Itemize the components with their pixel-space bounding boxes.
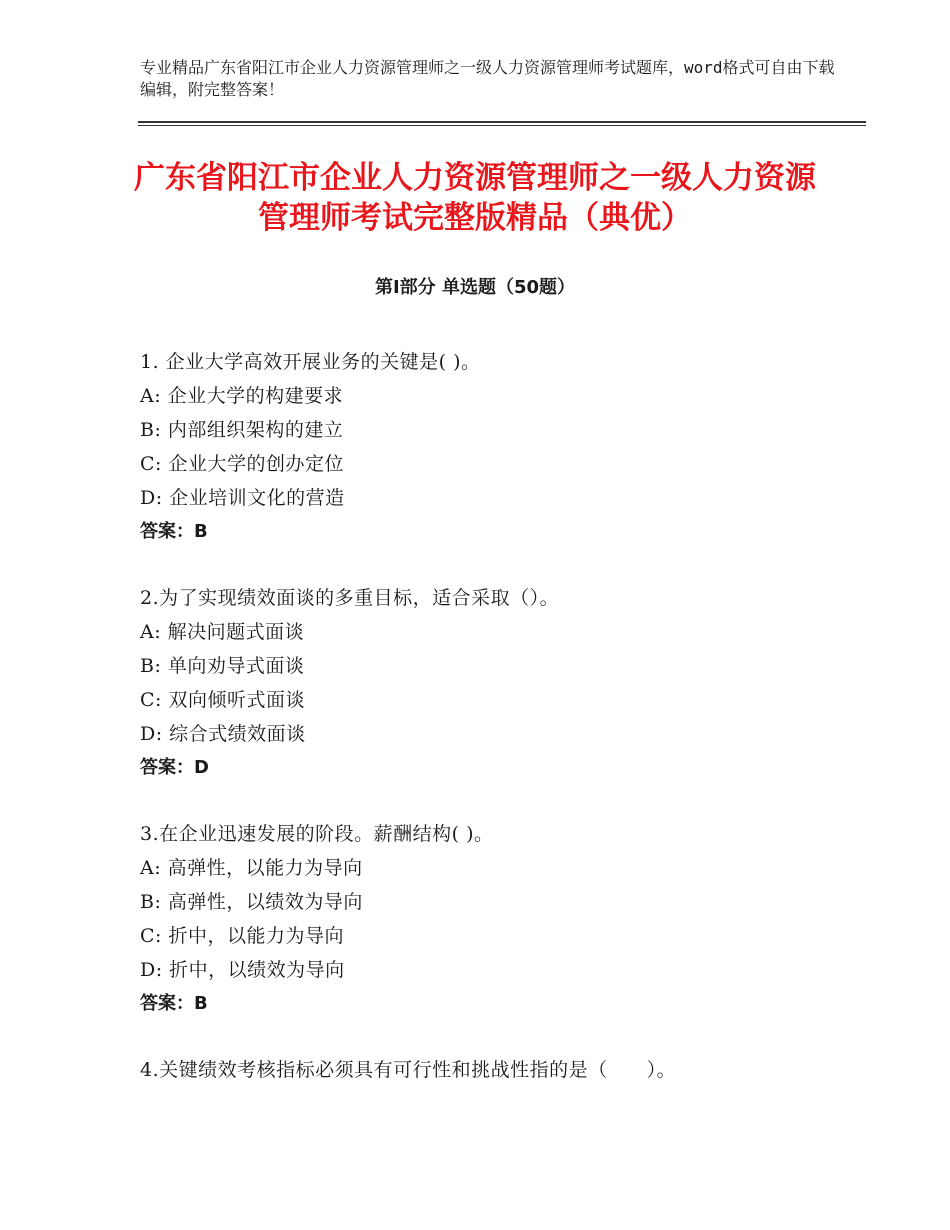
- question-stem: 2.为了实现绩效面谈的多重目标，适合采取（）。: [140, 587, 560, 609]
- question-4: [140, 1053, 840, 1087]
- question-2: [140, 581, 840, 785]
- option-b: B: 高弹性，以绩效为导向: [140, 891, 363, 913]
- answer: 答案：B: [140, 993, 208, 1014]
- header-divider-thick: [138, 121, 866, 123]
- option-b: B: 内部组织架构的建立: [140, 419, 344, 441]
- question-1: [140, 345, 840, 549]
- document-title: 广东省阳江市企业人力资源管理师之一级人力资源管理师考试完整版精品（典优）: [134, 160, 816, 236]
- option-d: D: 综合式绩效面谈: [140, 723, 306, 745]
- question-stem: 1. 企业大学高效开展业务的关键是( )。: [140, 351, 481, 373]
- option-a: A: 企业大学的构建要求: [140, 385, 344, 407]
- question-list: [140, 345, 840, 1119]
- answer: 答案：B: [140, 521, 208, 542]
- header-divider-thin: [138, 125, 866, 126]
- option-c: C: 折中，以能力为导向: [140, 925, 344, 947]
- question-3: [140, 817, 840, 1021]
- section-title: 第Ⅰ部分 单选题（50题）: [374, 277, 575, 298]
- option-a: A: 高弹性，以能力为导向: [140, 857, 363, 879]
- header-note: 专业精品广东省阳江市企业人力资源管理师之一级人力资源管理师考试题库，word格式可自由下载编辑，附完整答案！: [140, 58, 835, 99]
- option-a: A: 解决问题式面谈: [140, 621, 305, 643]
- option-b: B: 单向劝导式面谈: [140, 655, 305, 677]
- option-d: D: 折中，以绩效为导向: [140, 959, 345, 981]
- answer: 答案：D: [140, 757, 209, 778]
- option-c: C: 企业大学的创办定位: [140, 453, 344, 475]
- question-stem: 4.关键绩效考核指标必须具有可行性和挑战性指的是（ ）。: [140, 1059, 677, 1081]
- question-stem: 3.在企业迅速发展的阶段。薪酬结构( )。: [140, 823, 494, 845]
- option-c: C: 双向倾听式面谈: [140, 689, 305, 711]
- option-d: D: 企业培训文化的营造: [140, 487, 345, 509]
